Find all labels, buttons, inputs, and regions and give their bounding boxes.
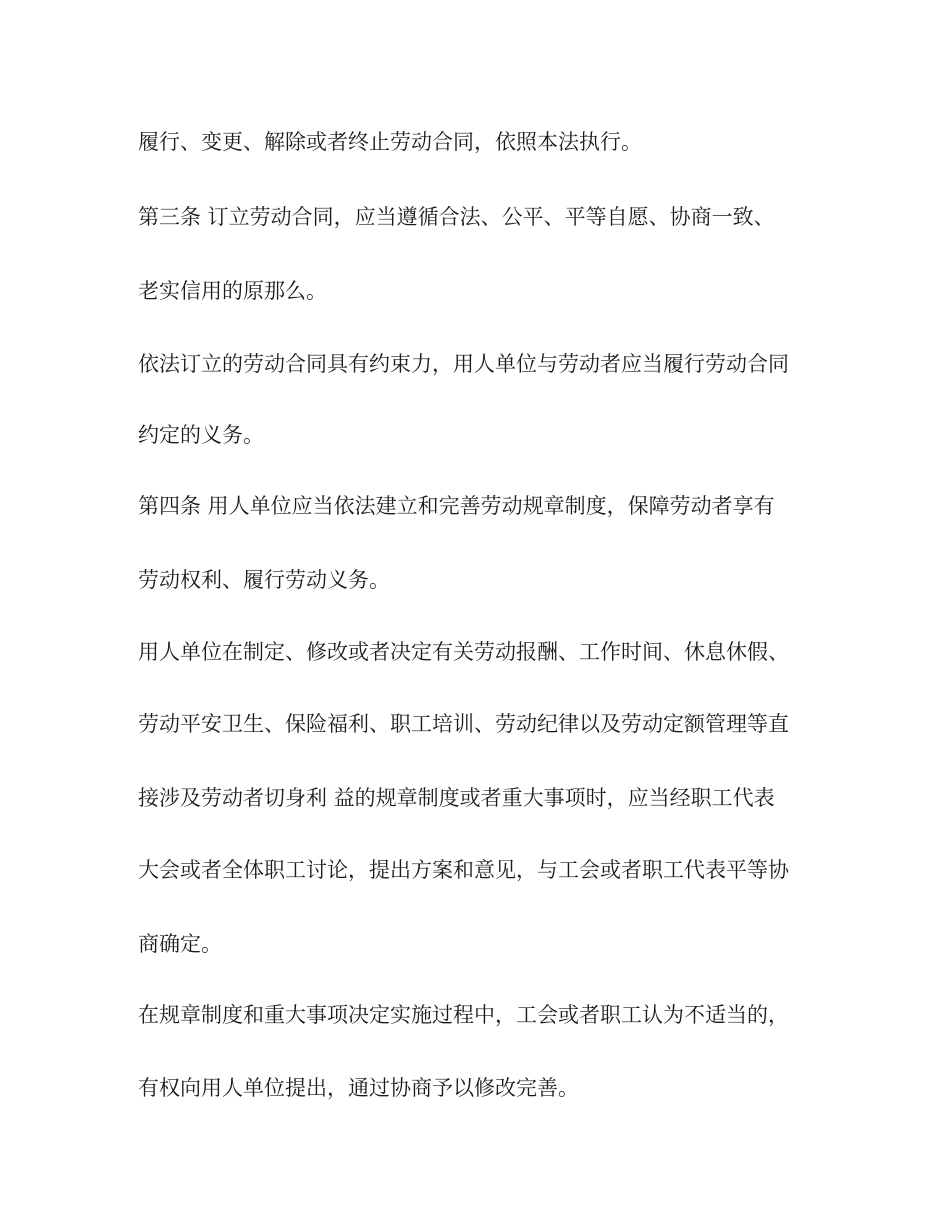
text-line: 用人单位在制定、修改或者决定有关劳动报酬、工作时间、休息休假、	[138, 640, 789, 664]
text-line: 第三条 订立劳动合同，应当遵循合法、公平、平等自愿、协商一致、	[138, 205, 775, 229]
text-line: 有权向用人单位提出，通过协商予以修改完善。	[138, 1076, 579, 1100]
text-line: 劳动平安卫生、保险福利、职工培训、劳动纪律以及劳动定额管理等直	[138, 712, 789, 736]
text-line: 劳动权利、履行劳动义务。	[138, 568, 390, 592]
text-line: 履行、变更、解除或者终止劳动合同，依照本法执行。	[138, 130, 642, 154]
text-line: 在规章制度和重大事项决定实施过程中，工会或者职工认为不适当的，	[138, 1003, 789, 1027]
text-line: 约定的义务。	[138, 423, 264, 447]
text-line: 依法订立的劳动合同具有约束力，用人单位与劳动者应当履行劳动合同	[138, 352, 789, 376]
text-line: 接涉及劳动者切身利 益的规章制度或者重大事项时，应当经职工代表	[138, 786, 775, 810]
text-line: 商确定。	[138, 932, 222, 956]
text-line: 大会或者全体职工讨论，提出方案和意见，与工会或者职工代表平等协	[138, 858, 789, 882]
text-line: 第四条 用人单位应当依法建立和完善劳动规章制度，保障劳动者享有	[138, 494, 775, 518]
text-line: 老实信用的原那么。	[138, 279, 327, 303]
